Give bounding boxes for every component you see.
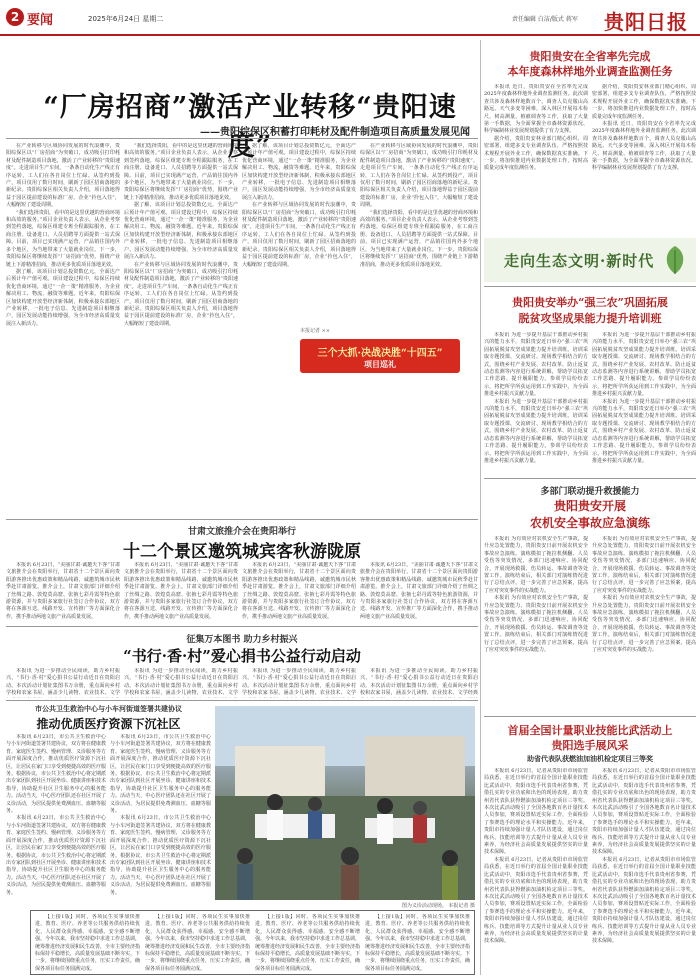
left-divider-2 xyxy=(6,626,478,627)
box-body-col4: 【上接1版】同时，各项民生实事加快推进，教育、医疗、养老等公共服务供给持续优化，人民群众获得感、幸福感、安全感不断增强。今年以来，我市坚持稳中求进工作总基调，统筹推进经济发展和民生改善，全市主要经济指标保持平稳增长，高质量发展基础不断夯实。下一步，将继续围绕重点任务，压实工作责任，确保各项目标任务圆满完成。 xyxy=(365,914,470,972)
charity-body-col2: 本报讯 为进一步推动全民阅读，助力乡村振兴，“书行·香·村”爱心捐书公益行动近日在贵阳启动。本次活动计划征集图书万余册，重点面向乡村学校和农家书屋，涵盖少儿读物、农业技术、文学 xyxy=(124,668,238,697)
lead-body-col3: 据了解，该项目计划总投资数亿元，全面达产后预计年产值可观。项目建设过程中，综保区持续优化营商环境，通过“一企一策”精准服务，为企业解决用工、物流、融资等难题。近年来，贵阳综保区加快构建开放型经济新体制，积极承接东部地区产业转移，一批电子信息、先进制造项目相继落户，园区发展动能持续增强，为全市经济高质量发展注入新活力。 在产业转移与区域协同发展的时代浪潮中，贵阳综保区以“厂房招商”为突破口，成功吸引打印耗材及配件制造项目落地，激活了产业转移的“贵阳速度”。走进项目生产车间，一条条自动化生产线正有序运转，工人们在各自岗位上忙碌。从签约到投产，项目仅用了数月时间，刷新了园区招商落地的新纪录。贵阳综保区相关负责人介绍，项目落地得益于园区提前建设的标准厂房，企业“拎包入住”，大幅缩短了建设周期。 xyxy=(242,143,356,268)
editors-line: 责任编辑 白洁/版式 蒋军 xyxy=(512,16,578,23)
medical-body-col2: 本报讯 6月23日，市公共卫生救治中心与小车河街道签署共建协议，双方将在健康教育、家庭医生签约、慢病管理、义诊服务等方面开展深度合作，推动优质医疗资源下沉社区，让居民在家门口享受到便捷高效的医疗服务。根据协议，市公共卫生救治中心将定期派出专家团队到社区开展坐诊、健康讲座和技术指导，协助提升社区卫生服务中心的服务能力。活动当天，中心医疗团队还在社区开展了义诊活动，为居民提供免费测血压、血糖等服务。 本报讯 6月23日，市公共卫生救治中心与小车河街道签署共建协议，双方将在健康教育、家庭医生签约、慢病管理、义诊服务等方面开展深度合作，推动优质医疗资源下沉社区，让居民在家门口享受到便捷高效的医疗服务。根据协议，市公共卫生救治中心将定期派出专家团队到社区开展坐诊、健康讲座和技术指导，协助提升社区卫生服务中心的服务能力。活动当天，中心医疗团队还在社区开展了义诊活动，为居民提供免费测血压、血糖等服务。 xyxy=(110,734,211,896)
lead-headline: “厂房招商”激活产业转移“贵阳速度” xyxy=(43,92,457,162)
lead-body-col2: “我们选择贵阳，看中的是这里优越的营商环境和高效的服务。”项目企业负责人表示，从企业考察到签约落地，综保区组建专班全程跟踪服务，在工商注册、设备进口、人员招聘等方面提供一站式保障。目前，项目已实现满产运营，产品销往国内外多个地区，为当地带来了大量就业岗位。下一步，贵阳综保区将继续发挥“厂房招商”优势，围绕产业链上下游精准招商，推动更多优质项目落地见效。 据了解，该项目计划总投资数亿元，全面达产后预计年产值可观。项目建设过程中，综保区持续优化营商环境，通过“一企一策”精准服务，为企业解决用工、物流、融资等难题。近年来，贵阳综保区加快构建开放型经济新体制，积极承接东部地区产业转移，一批电子信息、先进制造项目相继落户，园区发展动能持续增强，为全市经济高质量发展注入新活力。 在产业转移与区域协同发展的时代浪潮中，贵阳综保区以“厂房招商”为突破口，成功吸引打印耗材及配件制造项目落地，激活了产业转移的“贵阳速度”。走进项目生产车间，一条条自动化生产线正有序运转，工人们在各自岗位上忙碌。从签约到投产，项目仅用了数月时间，刷新了园区招商落地的新纪录。贵阳综保区相关负责人介绍，项目落地得益于园区提前建设的标准厂房，企业“拎包入住”，大幅缩短了建设周期。 xyxy=(124,143,238,327)
leaf-icon xyxy=(662,244,688,276)
vocational-body-col2: 本报讯 6月23日，记者从贵阳市市场监管局获悉，在近日举行的首届全国计量职业技能比武活动中，贵阳市选手代表贵州省参赛，凭借扎实的专业功底和出色的现场表现，助力贵州省代表队获得燃油加油机检定项目三等奖。本次比武活动吸引了全国各地数百名计量技术人员参加，赛项设置贴近实际工作，全面检验了参赛选手的理论水平和实操能力。近年来，贵阳市持续加强计量人才队伍建设，通过岗位练兵、技能培训等方式提升计量从业人员专业素养，为经济社会高质量发展提供坚实的计量技术保障。 本报讯 6月23日，记者从贵阳市市场监管局获悉，在近日举行的首届全国计量职业技能比武活动中，贵阳市选手代表贵州省参赛，凭借扎实的专业功底和出色的现场表现，助力贵州省代表队获得燃油加油机检定项目三等奖。本次比武活动吸引了全国各地数百名计量技术人员参加，赛项设置贴近实际工作，全面检验了参赛选手的理论水平和实操能力。近年来，贵阳市持续加强计量人才队伍建设，通过岗位练兵、技能培训等方式提升计量从业人员专业素养，为经济社会高质量发展提供坚实的计量技术保障。 xyxy=(592,768,696,945)
safety-title-line2: 农机安全事故应急演练 xyxy=(529,516,650,530)
issue-date: 2025年6月24日 星期二 xyxy=(88,15,164,23)
training-body-col2: 本报讯 为进一步提升基层干部推动乡村振兴的能力水平，贵阳贵安近日举办“强三农”巩固拓展脱贫攻坚成果能力提升培训班。培训采取专题授课、交流研讨、现场教学相结合的方式，围绕乡村产业发展、农村改革、防止返贫动态监测等内容进行系统讲解，帮助学员拓宽工作思路、提升履职能力。参训学员纷纷表示，将把所学所获运用到工作实践中，为全面推进乡村振兴贡献力量。 本报讯 为进一步提升基层干部推动乡村振兴的能力水平，贵阳贵安近日举办“强三农”巩固拓展脱贫攻坚成果能力提升培训班。培训采取专题授课、交流研讨、现场教学相结合的方式，围绕乡村产业发展、农村改革、防止返贫动态监测等内容进行系统讲解，帮助学员拓宽工作思路、提升履职能力。参训学员纷纷表示，将把所学所获运用到工作实践中，为全面推进乡村振兴贡献力量。 xyxy=(592,332,696,464)
lead-byline: 本报记者 ×× xyxy=(300,328,330,334)
vocational-title-line2: 贵阳选手展风采 xyxy=(551,739,629,752)
left-divider-1 xyxy=(6,519,478,520)
section-name: 要闻 xyxy=(27,13,54,28)
autumn-headline: 十二个景区邀筑城宾客秋游陇原 xyxy=(123,542,361,562)
lead-body-col4: 在产业转移与区域协同发展的时代浪潮中，贵阳综保区以“厂房招商”为突破口，成功吸引打印耗材及配件制造项目落地，激活了产业转移的“贵阳速度”。走进项目生产车间，一条条自动化生产线正有序运转，工人们在各自岗位上忙碌。从签约到投产，项目仅用了数月时间，刷新了园区招商落地的新纪录。贵阳综保区相关负责人介绍，项目落地得益于园区提前建设的标准厂房，企业“拎包入住”，大幅缩短了建设周期。 “我们选择贵阳，看中的是这里优越的营商环境和高效的服务。”项目企业负责人表示，从企业考察到签约落地，综保区组建专班全程跟踪服务，在工商注册、设备进口、人员招聘等方面提供一站式保障。目前，项目已实现满产运营，产品销往国内外多个地区，为当地带来了大量就业岗位。下一步，贵阳综保区将继续发挥“厂房招商”优势，围绕产业链上下游精准招商，推动更多优质项目落地见效。 xyxy=(360,143,478,268)
forest-title-line1: 贵阳贵安在全省率先完成 xyxy=(529,50,651,63)
medical-kicker: 市公共卫生救治中心与小车河街道签署共建协议 xyxy=(35,704,182,713)
forest-body-col2: 据介绍，贵阳贵安林业部门精心组织、周密部署，组建多支专业调查队伍，严格按照技术规程开展外业工作，确保数据真实准确。下一步，将加快推进内业数据处理工作，按时高质量完成年度监测任务。 本报讯 近日，贵阳贵安在全省率先完成2025年度森林样地外业调查监测任务。此次调查共涉及森林样地数百个，调查人员克服山高路远、天气多变等困难，深入林区开展每木检尺、树高测量、植被调查等工作，获取了大量第一手数据，为全面掌握全市森林资源状况、科学编制林业发展规划提供了有力支撑。 xyxy=(592,84,696,172)
box-body-col2: 【上接1版】同时，各项民生实事加快推进，教育、医疗、养老等公共服务供给持续优化，人民群众获得感、幸福感、安全感不断增强。今年以来，我市坚持稳中求进工作总基调，统筹推进经济发展和民生改善，全市主要经济指标保持平稳增长，高质量发展基础不断夯实。下一步，将继续围绕重点任务，压实工作责任，确保各项目标任务圆满完成。 xyxy=(145,914,250,972)
banner-line2: 项目巡礼 xyxy=(364,359,396,369)
safety-kicker: 多部门联动提升救援能力 xyxy=(540,487,640,497)
ecology-stamp xyxy=(484,238,696,282)
clinic-photo-scene xyxy=(215,706,475,900)
forest-body-col1: 本报讯 近日，贵阳贵安在全省率先完成2025年度森林样地外业调查监测任务。此次调查共涉及森林样地数百个，调查人员克服山高路远、天气多变等困难，深入林区开展每木检尺、树高测量、植被调查等工作，获取了大量第一手数据，为全面掌握全市森林资源状况、科学编制林业发展规划提供了有力支撑。 据介绍，贵阳贵安林业部门精心组织、周密部署，组建多支专业调查队伍，严格按照技术规程开展外业工作，确保数据真实准确。下一步，将加快推进内业数据处理工作，按时高质量完成年度监测任务。 xyxy=(484,84,588,172)
safety-title-line1: 贵阳贵安开展 xyxy=(553,499,626,513)
autumn-body-col4: 本报讯 6月23日，“美丽甘肃·诚邀天下客”甘肃文旅推介会在贵阳举行，甘肃省十二个景区面向贵阳游客推出优惠政策和精品线路，诚邀筑城市民秋季赴甘肃游览。推介会上，甘肃文旅部门详细介绍了丝绸之路、敦煌莫高窟、张掖七彩丹霞等特色旅游资源，并与贵阳多家旅行社签订合作协议，双方将在客源互送、线路开发、宣传推广等方面深化合作，携手推动两地文旅产业高质量发展。 xyxy=(360,562,478,620)
charity-body-col4: 本报讯 为进一步推动全民阅读，助力乡村振兴，“书行·香·村”爱心捐书公益行动近日在贵阳启动。本次活动计划征集图书万余册，重点面向乡村学校和农家书屋，涵盖少儿读物、农业技术、文学经典 xyxy=(360,668,478,697)
page-number: 2 xyxy=(6,8,24,26)
photo-caption: 图为义诊活动现场。 本报记者 摄 xyxy=(401,903,475,909)
safety-body-col1: 本报讯 为有效应对农机安全生产事故，提升应急处置能力，贵阳贵安日前开展农机安全事故应急演练。演练模拟了拖拉机侧翻、人员受伤等突发情况，多部门迅速响应、协同配合，开展现场救援、伤员转运、事故调查等处置工作。演练结束后，相关部门对演练情况进行了总结点评，进一步完善了应急预案，提高了应对突发事件的实战能力。 本报讯 为有效应对农机安全生产事故，提升应急处置能力，贵阳贵安日前开展农机安全事故应急演练。演练模拟了拖拉机侧翻、人员受伤等突发情况，多部门迅速响应、协同配合，开展现场救援、伤员转运、事故调查等处置工作。演练结束后，相关部门对演练情况进行了总结点评，进一步完善了应急预案，提高了应对突发事件的实战能力。 xyxy=(484,536,588,654)
banner-line1: 三个大抓·决战决胜“十四五” xyxy=(317,348,443,359)
charity-headline: “书行·香·村”爱心捐书公益行动启动 xyxy=(123,647,361,665)
training-body-col1: 本报讯 为进一步提升基层干部推动乡村振兴的能力水平，贵阳贵安近日举办“强三农”巩固拓展脱贫攻坚成果能力提升培训班。培训采取专题授课、交流研讨、现场教学相结合的方式，围绕乡村产业发展、农村改革、防止返贫动态监测等内容进行系统讲解，帮助学员拓宽工作思路、提升履职能力。参训学员纷纷表示，将把所学所获运用到工作实践中，为全面推进乡村振兴贡献力量。 本报讯 为进一步提升基层干部推动乡村振兴的能力水平，贵阳贵安近日举办“强三农”巩固拓展脱贫攻坚成果能力提升培训班。培训采取专题授课、交流研讨、现场教学相结合的方式，围绕乡村产业发展、农村改革、防止返贫动态监测等内容进行系统讲解，帮助学员拓宽工作思路、提升履职能力。参训学员纷纷表示，将把所学所获运用到工作实践中，为全面推进乡村振兴贡献力量。 xyxy=(484,332,588,464)
right-divider-3 xyxy=(484,716,696,717)
autumn-kicker: 甘肃文旅推介会在贵阳举行 xyxy=(187,527,296,537)
left-divider-3 xyxy=(6,700,478,701)
autumn-body-col3: 本报讯 6月23日，“美丽甘肃·诚邀天下客”甘肃文旅推介会在贵阳举行，甘肃省十二个景区面向贵阳游客推出优惠政策和精品线路，诚邀筑城市民秋季赴甘肃游览。推介会上，甘肃文旅部门详细介绍了丝绸之路、敦煌莫高窟、张掖七彩丹霞等特色旅游资源，并与贵阳多家旅行社签订合作协议，双方将在客源互送、线路开发、宣传推广等方面深化合作，携手推动两地文旅产业高质量发展。 xyxy=(242,562,356,620)
lead-divider xyxy=(6,138,478,139)
right-divider-2 xyxy=(484,478,696,479)
autumn-body-col1: 本报讯 6月23日，“美丽甘肃·诚邀天下客”甘肃文旅推介会在贵阳举行，甘肃省十二个景区面向贵阳游客推出优惠政策和精品线路，诚邀筑城市民秋季赴甘肃游览。推介会上，甘肃文旅部门详细介绍了丝绸之路、敦煌莫高窟、张掖七彩丹霞等特色旅游资源，并与贵阳多家旅行社签订合作协议，双方将在客源互送、线路开发、宣传推广等方面深化合作，携手推动两地文旅产业高质量发展。 xyxy=(6,562,120,620)
right-divider-1 xyxy=(484,286,696,287)
safety-body-col2: 本报讯 为有效应对农机安全生产事故，提升应急处置能力，贵阳贵安日前开展农机安全事故应急演练。演练模拟了拖拉机侧翻、人员受伤等突发情况，多部门迅速响应、协同配合，开展现场救援、伤员转运、事故调查等处置工作。演练结束后，相关部门对演练情况进行了总结点评，进一步完善了应急预案，提高了应对突发事件的实战能力。 本报讯 为有效应对农机安全生产事故，提升应急处置能力，贵阳贵安日前开展农机安全事故应急演练。演练模拟了拖拉机侧翻、人员受伤等突发情况，多部门迅速响应、协同配合，开展现场救援、伤员转运、事故调查等处置工作。演练结束后，相关部门对演练情况进行了总结点评，进一步完善了应急预案，提高了应对突发事件的实战能力。 xyxy=(592,536,696,654)
vocational-title-line1: 首届全国计量职业技能比武活动上 xyxy=(507,724,673,737)
medical-body-col1: 本报讯 6月23日，市公共卫生救治中心与小车河街道签署共建协议，双方将在健康教育、家庭医生签约、慢病管理、义诊服务等方面开展深度合作，推动优质医疗资源下沉社区，让居民在家门口享受到便捷高效的医疗服务。根据协议，市公共卫生救治中心将定期派出专家团队到社区开展坐诊、健康讲座和技术指导，协助提升社区卫生服务中心的服务能力。活动当天，中心医疗团队还在社区开展了义诊活动，为居民提供免费测血压、血糖等服务。 本报讯 6月23日，市公共卫生救治中心与小车河街道签署共建协议，双方将在健康教育、家庭医生签约、慢病管理、义诊服务等方面开展深度合作，推动优质医疗资源下沉社区，让居民在家门口享受到便捷高效的医疗服务。根据协议，市公共卫生救治中心将定期派出专家团队到社区开展坐诊、健康讲座和技术指导，协助提升社区卫生服务中心的服务能力。活动当天，中心医疗团队还在社区开展了义诊活动，为居民提供免费测血压、血糖等服务。 xyxy=(6,734,106,896)
newspaper-logo: 贵阳日报 xyxy=(604,10,688,34)
stamp-text: 走向生态文明·新时代 xyxy=(504,252,655,270)
vocational-body-col1: 本报讯 6月23日，记者从贵阳市市场监管局获悉，在近日举行的首届全国计量职业技能比武活动中，贵阳市选手代表贵州省参赛，凭借扎实的专业功底和出色的现场表现，助力贵州省代表队获得燃油加油机检定项目三等奖。本次比武活动吸引了全国各地数百名计量技术人员参加，赛项设置贴近实际工作，全面检验了参赛选手的理论水平和实操能力。近年来，贵阳市持续加强计量人才队伍建设，通过岗位练兵、技能培训等方式提升计量从业人员专业素养，为经济社会高质量发展提供坚实的计量技术保障。 本报讯 6月23日，记者从贵阳市市场监管局获悉，在近日举行的首届全国计量职业技能比武活动中，贵阳市选手代表贵州省参赛，凭借扎实的专业功底和出色的现场表现，助力贵州省代表队获得燃油加油机检定项目三等奖。本次比武活动吸引了全国各地数百名计量技术人员参加，赛项设置贴近实际工作，全面检验了参赛选手的理论水平和实操能力。近年来，贵阳市持续加强计量人才队伍建设，通过岗位练兵、技能培训等方式提升计量从业人员专业素养，为经济社会高质量发展提供坚实的计量技术保障。 xyxy=(484,768,588,945)
forest-title-line2: 本年度森林样地外业调查监测任务 xyxy=(507,65,673,78)
lead-body-col1: 在产业转移与区域协同发展的时代浪潮中，贵阳综保区以“厂房招商”为突破口，成功吸引打印耗材及配件制造项目落地，激活了产业转移的“贵阳速度”。走进项目生产车间，一条条自动化生产线正有序运转，工人们在各自岗位上忙碌。从签约到投产，项目仅用了数月时间，刷新了园区招商落地的新纪录。贵阳综保区相关负责人介绍，项目落地得益于园区提前建设的标准厂房，企业“拎包入住”，大幅缩短了建设周期。 “我们选择贵阳，看中的是这里优越的营商环境和高效的服务。”项目企业负责人表示，从企业考察到签约落地，综保区组建专班全程跟踪服务，在工商注册、设备进口、人员招聘等方面提供一站式保障。目前，项目已实现满产运营，产品销往国内外多个地区，为当地带来了大量就业岗位。下一步，贵阳综保区将继续发挥“厂房招商”优势，围绕产业链上下游精准招商，推动更多优质项目落地见效。 据了解，该项目计划总投资数亿元，全面达产后预计年产值可观。项目建设过程中，综保区持续优化营商环境，通过“一企一策”精准服务，为企业解决用工、物流、融资等难题。近年来，贵阳综保区加快构建开放型经济新体制，积极承接东部地区产业转移，一批电子信息、先进制造项目相继落户，园区发展动能持续增强，为全市经济高质量发展注入新活力。 xyxy=(6,143,120,327)
continued-box xyxy=(30,910,475,975)
column-divider xyxy=(480,40,481,975)
vocational-kicker: 助省代表队获燃油加油机检定项目三等奖 xyxy=(527,754,653,763)
charity-kicker: 征集万本图书 助力乡村振兴 xyxy=(186,635,298,645)
box-body-col3: 【上接1版】同时，各项民生实事加快推进，教育、医疗、养老等公共服务供给持续优化，人民群众获得感、幸福感、安全感不断增强。今年以来，我市坚持稳中求进工作总基调，统筹推进经济发展和民生改善，全市主要经济指标保持平稳增长，高质量发展基础不断夯实。下一步，将继续围绕重点任务，压实工作责任，确保各项目标任务圆满完成。 xyxy=(255,914,360,972)
box-body-col1: 【上接1版】同时，各项民生实事加快推进，教育、医疗、养老等公共服务供给持续优化，人民群众获得感、幸福感、安全感不断增强。今年以来，我市坚持稳中求进工作总基调，统筹推进经济发展和民生改善，全市主要经济指标保持平稳增长，高质量发展基础不断夯实。下一步，将继续围绕重点任务，压实工作责任，确保各项目标任务圆满完成。 xyxy=(35,914,140,972)
autumn-body-col2: 本报讯 6月23日，“美丽甘肃·诚邀天下客”甘肃文旅推介会在贵阳举行，甘肃省十二个景区面向贵阳游客推出优惠政策和精品线路，诚邀筑城市民秋季赴甘肃游览。推介会上，甘肃文旅部门详细介绍了丝绸之路、敦煌莫高窟、张掖七彩丹霞等特色旅游资源，并与贵阳多家旅行社签订合作协议，双方将在客源互送、线路开发、宣传推广等方面深化合作，携手推动两地文旅产业高质量发展。 xyxy=(124,562,238,620)
training-title-line2: 脱贫攻坚成果能力提升培训班 xyxy=(518,312,662,325)
masthead xyxy=(0,0,700,36)
campaign-banner xyxy=(300,339,460,373)
clinic-photo xyxy=(215,706,475,900)
training-title-line1: 贵阳贵安举办“强三农”巩固拓展 xyxy=(512,296,668,309)
medical-headline: 推动优质医疗资源下沉社区 xyxy=(36,717,181,731)
charity-body-col3: 本报讯 为进一步推动全民阅读，助力乡村振兴，“书行·香·村”爱心捐书公益行动近日在贵阳启动。本次活动计划征集图书万余册，重点面向乡村学校和农家书屋，涵盖少儿读物、农业技术、文学 xyxy=(242,668,356,697)
charity-body-col1: 本报讯 为进一步推动全民阅读，助力乡村振兴，“书行·香·村”爱心捐书公益行动近日在贵阳启动。本次活动计划征集图书万余册，重点面向乡村学校和农家书屋，涵盖少儿读物、农业技术、文学 xyxy=(6,668,120,697)
lead-subheadline: ——贵阳综保区积蓄打印耗材及配件制造项目高质量发展见闻 xyxy=(200,127,470,138)
